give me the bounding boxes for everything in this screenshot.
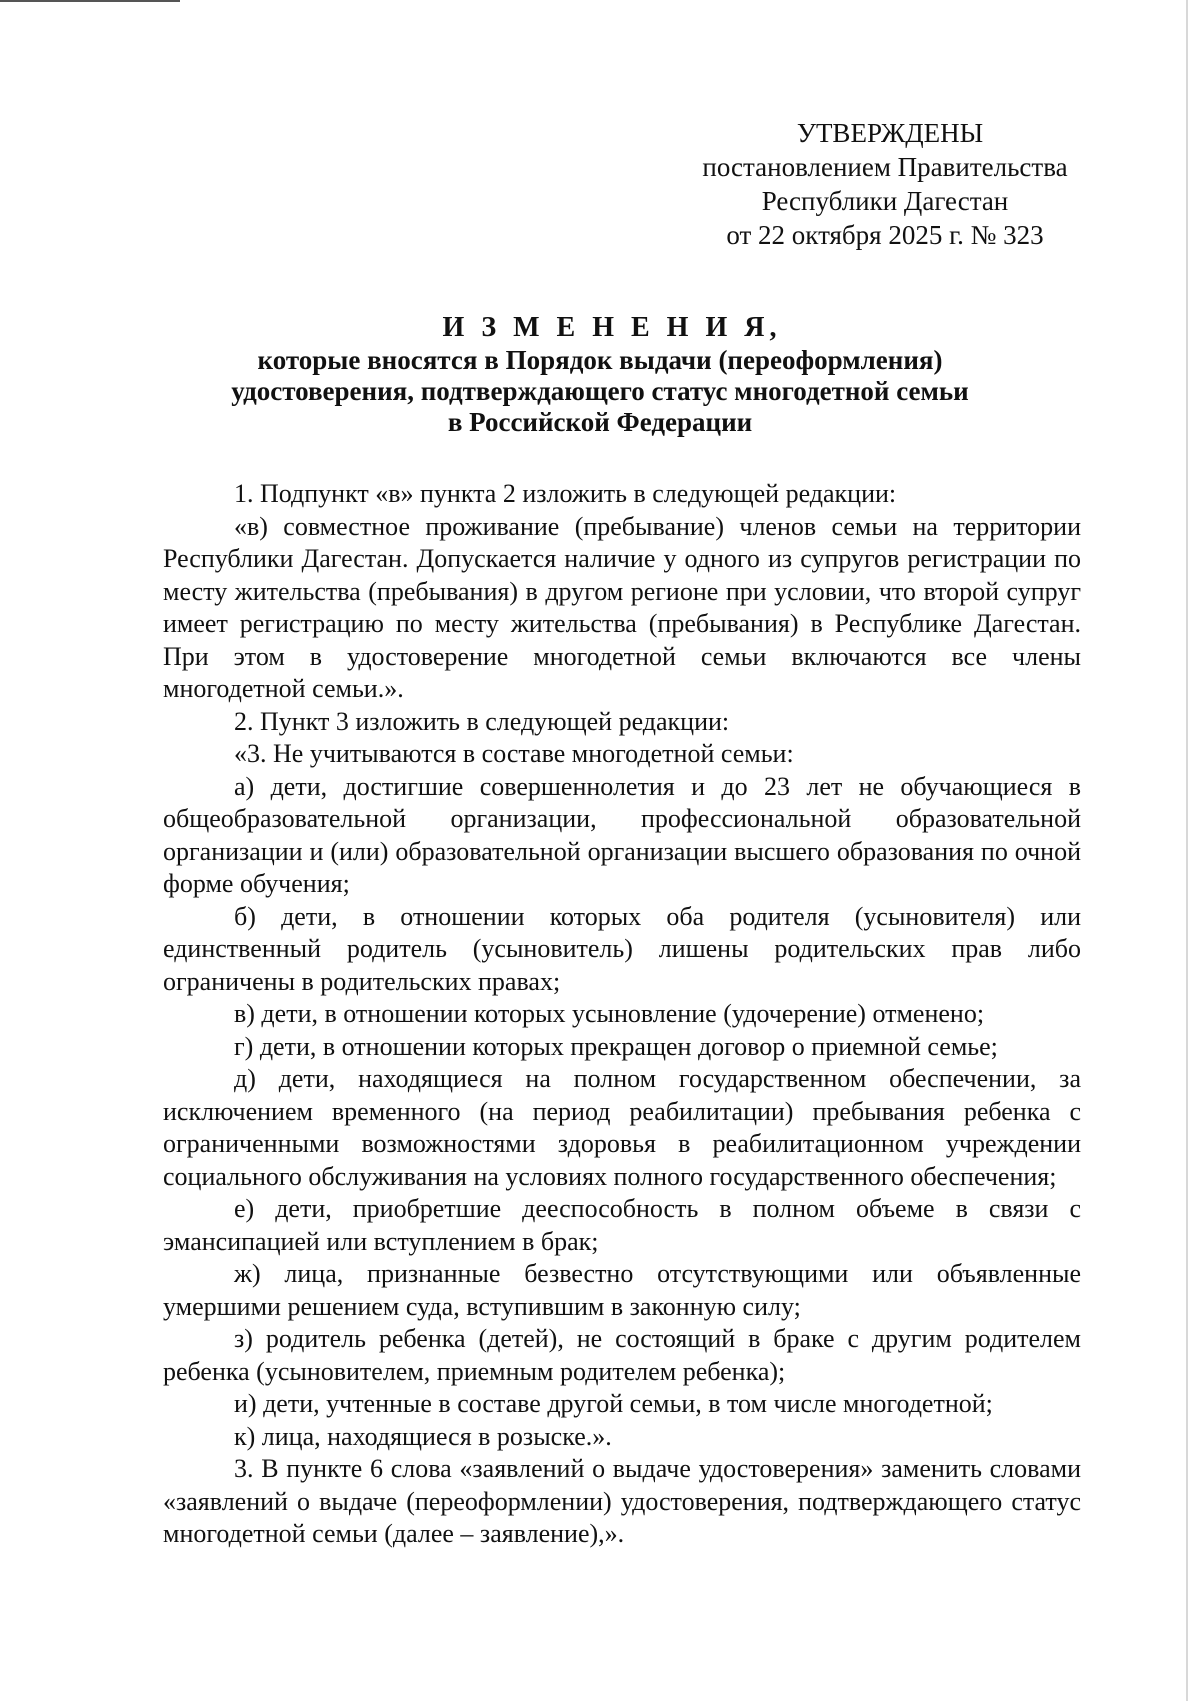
paragraph-13: и) дети, учтенные в составе другой семьи, в том числе многодетной; bbox=[234, 1389, 993, 1418]
title-line-2: удостоверения, подтверждающего статус многодетной семьи bbox=[231, 376, 969, 406]
document-title bbox=[160, 311, 1040, 438]
paragraph-8: г) дети, в отношении которых прекращен договор о приемной семье; bbox=[234, 1031, 998, 1061]
paragraph-6: б) дети, в отношении которых оба родителя (усыновителя) или единственный родитель (усыновитель) лишены родительских прав либо ограничены в родительских правах; bbox=[163, 901, 1081, 996]
paragraph-4: «3. Не учитываются в составе многодетной семьи: bbox=[234, 739, 794, 768]
title-line-3: в Российской Федерации bbox=[447, 407, 753, 437]
scan-edge-top bbox=[0, 0, 180, 2]
paragraph-7: в) дети, в отношении которых усыновление (удочерение) отменено; bbox=[234, 999, 985, 1028]
approval-republic: Республики Дагестан bbox=[761, 186, 1009, 216]
paragraph-3: 2. Пункт 3 изложить в следующей редакции: bbox=[234, 706, 730, 736]
paragraph-15: 3. В пункте 6 слова «заявлений о выдаче удостоверения» заменить словами «заявлений о выдаче (переоформлении) удостоверения, подтверждающего статус многодетной семьи (далее – заявление),». bbox=[163, 1454, 1081, 1548]
paragraph-2: «в) совместное проживание (пребывание) членов семьи на территории Республики Дагестан. Допускается наличие у одного из супругов регистрации по месту жительства (пребывания) в другом регионе при условии, что второй супруг имеет регистрацию по месту жительства (пребывания) в Республике Дагестан. При этом в удостоверение многодетной семьи включаются все члены многодетной семьи.». bbox=[163, 511, 1081, 703]
paragraph-5: а) дети, достигшие совершеннолетия и до 23 лет не обучающиеся в общеобразовательной организации, профессиональной образовательной организации и (или) образовательной организации высшего образования по очной форме обучения; bbox=[163, 771, 1081, 898]
paragraph-11: ж) лица, признанные безвестно отсутствующими или объявленные умершими решением суда, вступившим в законную силу; bbox=[163, 1259, 1081, 1321]
paragraph-14: к) лица, находящиеся в розыске.». bbox=[234, 1421, 612, 1451]
title-heading: И З М Е Н Е Н И Я, bbox=[442, 312, 782, 343]
scan-edge-right bbox=[1186, 0, 1188, 1701]
title-line-1: которые вносятся в Порядок выдачи (переоформления) bbox=[257, 345, 943, 375]
approval-date-number: от 22 октября 2025 г. № 323 bbox=[726, 220, 1044, 250]
paragraph-10: е) дети, приобретшие дееспособность в полном объеме в связи с эмансипацией или вступлением в брак; bbox=[163, 1194, 1081, 1256]
approval-resolution: постановлением Правительства bbox=[702, 152, 1068, 182]
approval-word: УТВЕРЖДЕНЫ bbox=[796, 118, 984, 148]
paragraph-9: д) дети, находящиеся на полном государственном обеспечении, за исключением временного (на период реабилитации) пребывания ребенка с ограниченными возможностями здоровья в реабилитационном учреждении социального обслуживания на условиях полного государственного обеспечения; bbox=[163, 1064, 1081, 1191]
paragraph-1: 1. Подпункт «в» пункта 2 изложить в следующей редакции: bbox=[234, 479, 897, 508]
approval-stamp bbox=[680, 116, 1090, 252]
paragraph-12: з) родитель ребенка (детей), не состоящий в браке с другим родителем ребенка (усыновителем, приемным родителем ребенка); bbox=[163, 1324, 1081, 1386]
document-body bbox=[163, 478, 1081, 1551]
